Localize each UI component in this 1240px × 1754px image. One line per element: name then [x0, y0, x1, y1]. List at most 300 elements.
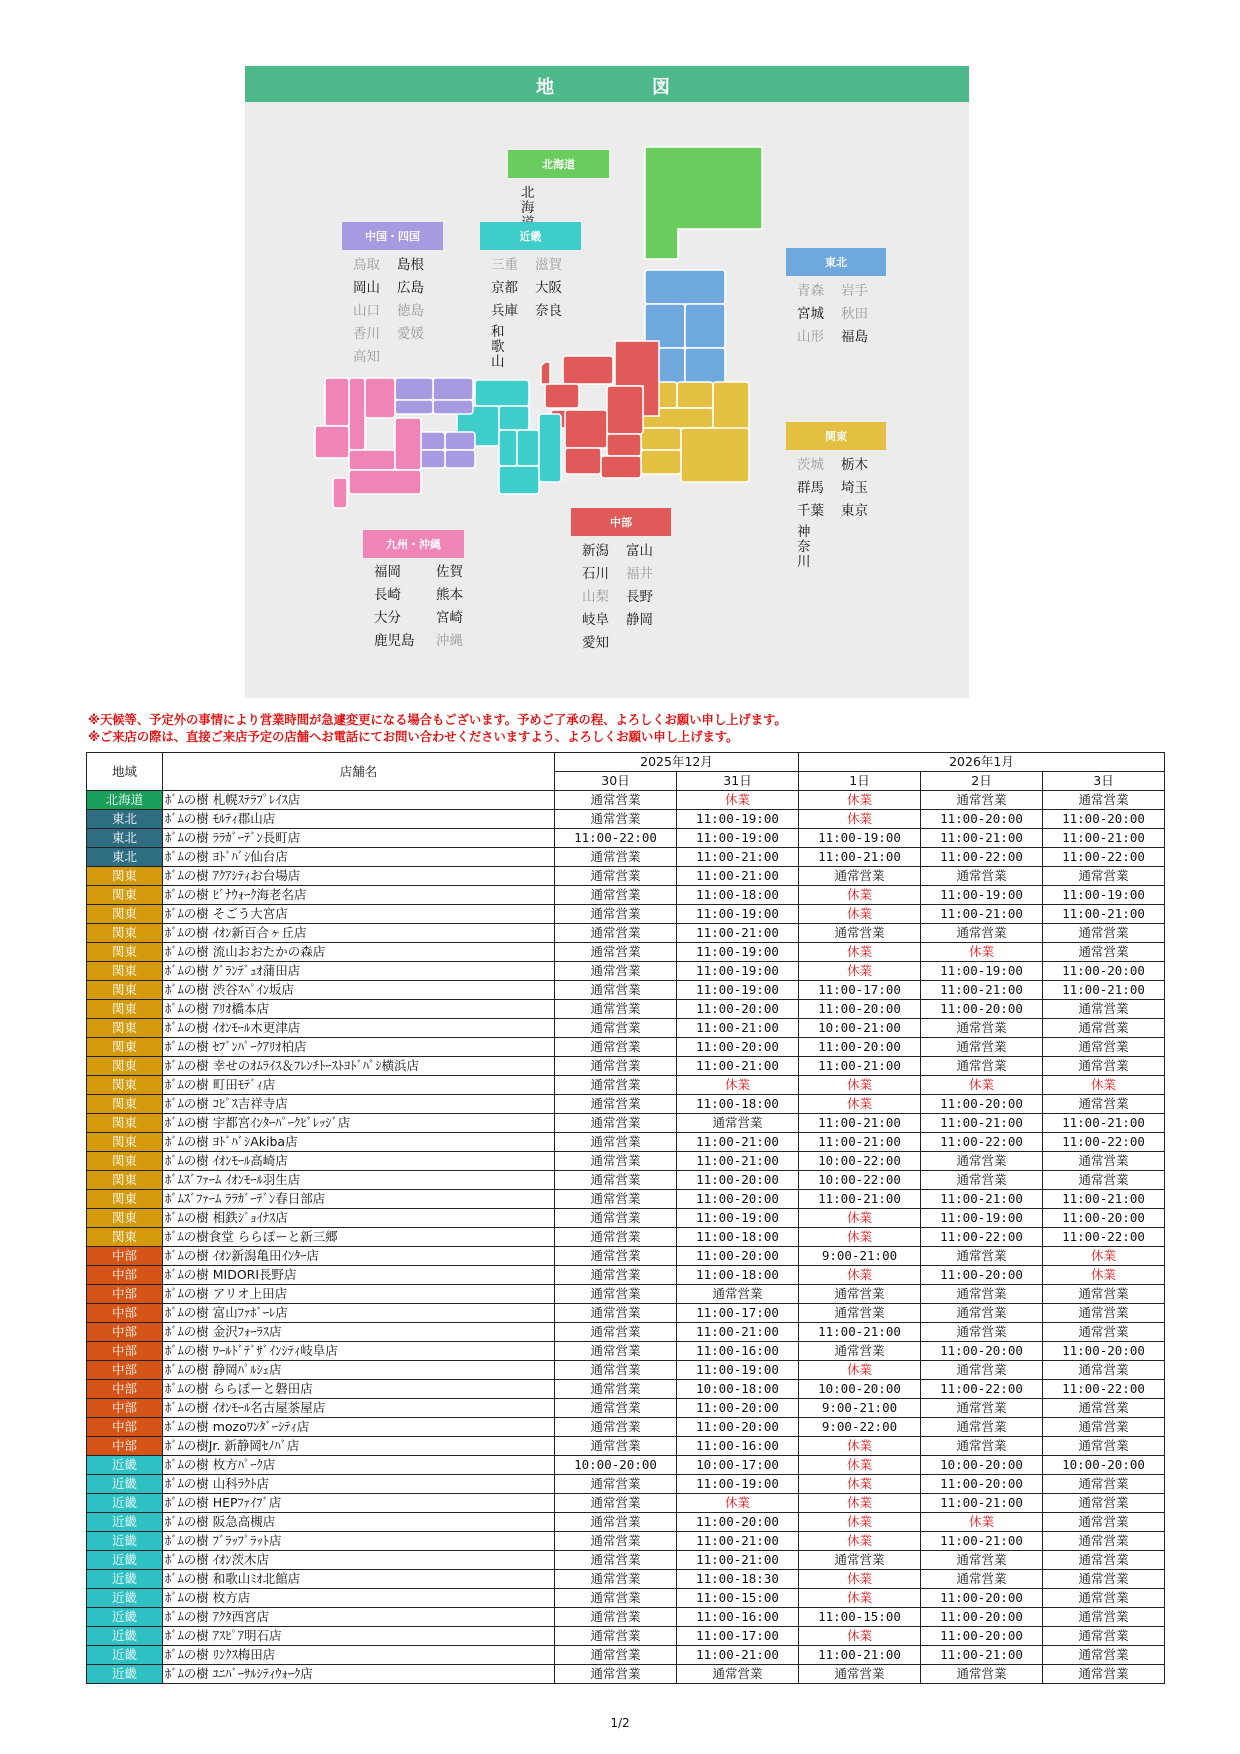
- hours-cell: 通常営業: [921, 1247, 1043, 1266]
- prefecture-label[interactable]: 福岡: [374, 564, 401, 580]
- hours-cell: 11:00-15:00: [799, 1608, 921, 1627]
- hours-cell: 休業: [921, 943, 1043, 962]
- pref-list-chugoku-shikoku: [353, 256, 441, 366]
- header-day: 31日: [677, 772, 799, 791]
- hours-cell: 11:00-22:00: [1043, 1380, 1165, 1399]
- region-button-tohoku[interactable]: 東北: [786, 248, 886, 276]
- prefecture-label[interactable]: 岐阜: [582, 612, 609, 628]
- hours-cell: 11:00-21:00: [677, 848, 799, 867]
- store-name-cell: ﾎﾞﾑの樹 ｱｸｱｼﾃｨお台場店: [163, 867, 555, 886]
- table-row: [87, 1627, 1165, 1646]
- region-cell: 中部: [87, 1399, 163, 1418]
- hours-cell: 通常営業: [1043, 1057, 1165, 1076]
- map-title-char-1: 地: [536, 77, 555, 98]
- hours-cell: 10:00-21:00: [799, 1019, 921, 1038]
- store-name-cell: ﾎﾞﾑの樹 静岡ﾊﾟﾙｼｪ店: [163, 1361, 555, 1380]
- hours-cell: 11:00-21:00: [921, 1114, 1043, 1133]
- prefecture-label[interactable]: 兵庫: [491, 303, 518, 319]
- aichi-shape[interactable]: [565, 448, 601, 474]
- hours-cell: 11:00-21:00: [799, 1646, 921, 1665]
- header-day: 1日: [799, 772, 921, 791]
- store-name-cell: ﾎﾞﾑの樹 ららぽーと磐田店: [163, 1380, 555, 1399]
- map-panel: [245, 66, 969, 698]
- table-row: [87, 829, 1165, 848]
- store-name-cell: ﾎﾞﾑの樹 流山おおたかの森店: [163, 943, 555, 962]
- table-row: [87, 1076, 1165, 1095]
- header-day: 30日: [555, 772, 677, 791]
- kagoshima-shape[interactable]: [349, 470, 421, 494]
- hours-cell: 11:00-20:00: [921, 1589, 1043, 1608]
- region-cell: 関東: [87, 905, 163, 924]
- hours-cell: 11:00-17:00: [677, 1627, 799, 1646]
- hours-cell: 11:00-21:00: [677, 1019, 799, 1038]
- region-cell: 近畿: [87, 1551, 163, 1570]
- store-name-cell: ﾎﾞﾑの樹 ｸﾞﾗﾝﾃﾞｭｵ蒲田店: [163, 962, 555, 981]
- table-row: [87, 1095, 1165, 1114]
- prefecture-label[interactable]: 群馬: [797, 480, 824, 496]
- prefecture-label: 滋賀: [535, 257, 562, 273]
- region-cell: 近畿: [87, 1456, 163, 1475]
- kyoto-shape[interactable]: [475, 380, 529, 406]
- hours-cell: 通常営業: [555, 981, 677, 1000]
- nagasaki-shape[interactable]: [315, 426, 349, 458]
- prefecture-label[interactable]: 和歌山: [491, 324, 505, 370]
- prefecture-label[interactable]: 奈良: [535, 303, 562, 319]
- oita-shape[interactable]: [365, 378, 395, 418]
- prefecture-label[interactable]: 栃木: [841, 457, 868, 473]
- hours-cell: 通常営業: [555, 1342, 677, 1361]
- shizuoka-shape[interactable]: [601, 456, 641, 478]
- store-name-cell: ﾎﾞﾑの樹 ﾓﾙﾃｨ郡山店: [163, 810, 555, 829]
- region-cell: 関東: [87, 962, 163, 981]
- hours-cell: 11:00-21:00: [1043, 905, 1165, 924]
- table-row: [87, 1418, 1165, 1437]
- hours-cell: 10:00-20:00: [799, 1380, 921, 1399]
- hours-cell: 休業: [799, 1266, 921, 1285]
- hours-cell: 通常営業: [1043, 1171, 1165, 1190]
- store-name-cell: ﾎﾞﾑの樹 枚方店: [163, 1589, 555, 1608]
- hours-cell: 11:00-19:00: [921, 886, 1043, 905]
- region-cell: 関東: [87, 1076, 163, 1095]
- region-cell: 関東: [87, 1133, 163, 1152]
- hours-cell: 10:00-22:00: [799, 1152, 921, 1171]
- gifu-shape[interactable]: [565, 410, 607, 448]
- store-name-cell: ﾎﾞﾑｽﾞﾌｧｰﾑ ｲｵﾝﾓｰﾙ羽生店: [163, 1171, 555, 1190]
- prefecture-label[interactable]: 島根: [397, 257, 424, 273]
- store-name-cell: ﾎﾞﾑの樹 札幌ｽﾃﾗﾌﾟﾚｲｽ店: [163, 791, 555, 810]
- region-cell: 関東: [87, 886, 163, 905]
- hours-cell: 11:00-21:00: [799, 1190, 921, 1209]
- hours-cell: 通常営業: [555, 1114, 677, 1133]
- prefecture-label[interactable]: 福島: [841, 329, 868, 345]
- prefecture-label[interactable]: 長崎: [374, 587, 401, 603]
- kumamoto-shape[interactable]: [349, 450, 395, 470]
- ishikawa-shape[interactable]: [545, 384, 579, 408]
- hours-cell: 休業: [1043, 1247, 1165, 1266]
- shimane-shape[interactable]: [395, 378, 433, 400]
- hours-cell: 通常営業: [921, 1418, 1043, 1437]
- hours-cell: 11:00-19:00: [677, 1361, 799, 1380]
- hours-cell: 11:00-20:00: [677, 1513, 799, 1532]
- hours-cell: 通常営業: [921, 1570, 1043, 1589]
- hours-cell: 11:00-22:00: [555, 829, 677, 848]
- hours-cell: 通常営業: [1043, 1532, 1165, 1551]
- prefecture-label[interactable]: 佐賀: [436, 564, 463, 580]
- table-row: [87, 1171, 1165, 1190]
- table-row: [87, 1057, 1165, 1076]
- prefecture-label: 高知: [353, 349, 380, 365]
- prefecture-label[interactable]: 神奈川: [797, 524, 811, 570]
- store-name-cell: ﾎﾞﾑの樹 ｺﾋﾟｽ吉祥寺店: [163, 1095, 555, 1114]
- hours-cell: 通常営業: [555, 1513, 677, 1532]
- prefecture-label[interactable]: 鹿児島: [374, 633, 415, 649]
- store-name-cell: ﾎﾞﾑの樹 ｱｽﾋﾟｱ明石店: [163, 1627, 555, 1646]
- store-name-cell: ﾎﾞﾑの樹 阪急高槻店: [163, 1513, 555, 1532]
- prefecture-label[interactable]: 東京: [841, 503, 868, 519]
- hours-cell: 9:00-21:00: [799, 1247, 921, 1266]
- prefecture-label[interactable]: 宮崎: [436, 610, 463, 626]
- prefecture-label[interactable]: 熊本: [436, 587, 463, 603]
- prefecture-label: 山形: [797, 329, 824, 345]
- pref-list-tohoku: [797, 282, 885, 346]
- store-name-cell: ﾎﾞﾑの樹 ｱﾘｵ橋本店: [163, 1000, 555, 1019]
- region-cell: 関東: [87, 1114, 163, 1133]
- hours-cell: 11:00-21:00: [799, 1057, 921, 1076]
- hours-cell: 通常営業: [921, 1304, 1043, 1323]
- hours-cell: 通常営業: [1043, 1152, 1165, 1171]
- prefecture-label: 香川: [353, 326, 380, 342]
- miyazaki-shape[interactable]: [395, 418, 421, 470]
- okinawa-shape[interactable]: [333, 478, 347, 508]
- hours-cell: 休業: [799, 1570, 921, 1589]
- iwate-shape[interactable]: [685, 304, 725, 348]
- hours-cell: 10:00-22:00: [799, 1171, 921, 1190]
- region-button-chugoku-shikoku[interactable]: 中国・四国: [342, 222, 443, 250]
- hours-cell: 休業: [799, 1475, 921, 1494]
- hours-cell: 11:00-20:00: [921, 1475, 1043, 1494]
- mie-shape[interactable]: [539, 414, 561, 482]
- hours-cell: 11:00-16:00: [677, 1437, 799, 1456]
- store-name-cell: ﾎﾞﾑの樹食堂 ららぽーと新三郷: [163, 1228, 555, 1247]
- region-cell: 東北: [87, 848, 163, 867]
- region-cell: 中部: [87, 1323, 163, 1342]
- table-row: [87, 1570, 1165, 1589]
- prefecture-label: 秋田: [841, 306, 868, 322]
- hours-cell: 11:00-19:00: [677, 810, 799, 829]
- kanagawa-shape[interactable]: [641, 450, 681, 474]
- tottori-shape[interactable]: [433, 378, 473, 400]
- hours-cell: 通常営業: [555, 1038, 677, 1057]
- shiga-shape[interactable]: [499, 406, 529, 430]
- hours-cell: 通常営業: [1043, 1665, 1165, 1684]
- table-row: [87, 848, 1165, 867]
- hours-cell: 通常営業: [921, 1665, 1043, 1684]
- hours-cell: 9:00-22:00: [799, 1418, 921, 1437]
- store-name-cell: ﾎﾞﾑの樹 ﾖﾄﾞﾊﾞｼAkiba店: [163, 1133, 555, 1152]
- table-row: [87, 1209, 1165, 1228]
- region-cell: 関東: [87, 1171, 163, 1190]
- hours-cell: 休業: [799, 905, 921, 924]
- hours-cell: 通常営業: [677, 1665, 799, 1684]
- region-cell: 近畿: [87, 1646, 163, 1665]
- prefecture-label: 福井: [626, 566, 653, 582]
- table-row: [87, 1323, 1165, 1342]
- store-name-cell: ﾎﾞﾑの樹 mozoﾜﾝﾀﾞｰｼﾃｨ店: [163, 1418, 555, 1437]
- store-name-cell: ﾎﾞﾑの樹 枚方ﾊﾟｰｸ店: [163, 1456, 555, 1475]
- hours-cell: 休業: [799, 1513, 921, 1532]
- store-name-cell: ﾎﾞﾑの樹 金沢ﾌｫｰﾗｽ店: [163, 1323, 555, 1342]
- region-cell: 関東: [87, 981, 163, 1000]
- hours-cell: 11:00-21:00: [799, 1323, 921, 1342]
- table-row: [87, 1513, 1165, 1532]
- hokkaido-shape[interactable]: [645, 147, 762, 259]
- prefecture-label[interactable]: 宮城: [797, 306, 824, 322]
- prefecture-label[interactable]: 広島: [397, 280, 424, 296]
- prefecture-label[interactable]: 埼玉: [841, 480, 868, 496]
- hours-cell: 11:00-20:00: [921, 1342, 1043, 1361]
- prefecture-label[interactable]: 富山: [626, 543, 653, 559]
- hours-cell: 11:00-22:00: [1043, 1133, 1165, 1152]
- region-cell: 関東: [87, 943, 163, 962]
- table-row: [87, 905, 1165, 924]
- prefecture-label[interactable]: 北海: [521, 185, 535, 216]
- hours-cell: 通常営業: [799, 1304, 921, 1323]
- region-button-kanto[interactable]: 関東: [786, 422, 886, 450]
- hours-cell: 11:00-20:00: [921, 810, 1043, 829]
- hours-cell: 通常営業: [555, 1000, 677, 1019]
- hours-cell: 休業: [799, 810, 921, 829]
- hours-cell: 通常営業: [921, 1323, 1043, 1342]
- region-cell: 中部: [87, 1304, 163, 1323]
- store-name-cell: ﾎﾞﾑの樹 ｲｵﾝﾓｰﾙ木更津店: [163, 1019, 555, 1038]
- hours-cell: 11:00-22:00: [1043, 848, 1165, 867]
- region-cell: 関東: [87, 1190, 163, 1209]
- hours-cell: 通常営業: [921, 1399, 1043, 1418]
- osaka-shape[interactable]: [499, 430, 517, 466]
- hours-cell: 休業: [921, 1076, 1043, 1095]
- store-name-cell: ﾎﾞﾑの樹 相鉄ｼﾞｮｲﾅｽ店: [163, 1209, 555, 1228]
- nagano-shape[interactable]: [607, 386, 643, 434]
- hours-cell: 通常営業: [1043, 1285, 1165, 1304]
- hours-cell: 11:00-20:00: [677, 1247, 799, 1266]
- table-row: [87, 924, 1165, 943]
- region-button-kyushu-okinawa[interactable]: 九州・沖縄: [363, 530, 464, 558]
- region-cell: 近畿: [87, 1570, 163, 1589]
- hiroshima-shape[interactable]: [395, 400, 433, 414]
- hours-cell: 通常営業: [921, 791, 1043, 810]
- hours-cell: 11:00-19:00: [677, 981, 799, 1000]
- hours-cell: 通常営業: [555, 1285, 677, 1304]
- hours-cell: 通常営業: [1043, 1494, 1165, 1513]
- saga-shape[interactable]: [325, 378, 349, 426]
- hours-cell: 11:00-21:00: [677, 1133, 799, 1152]
- yamanashi-shape[interactable]: [607, 434, 641, 456]
- hours-cell: 通常営業: [1043, 1038, 1165, 1057]
- hours-cell: 通常営業: [555, 1361, 677, 1380]
- hours-cell: 通常営業: [1043, 1361, 1165, 1380]
- region-cell: 近畿: [87, 1494, 163, 1513]
- region-button-hokkaido[interactable]: 北海道: [508, 150, 609, 178]
- hours-cell: 11:00-22:00: [921, 1380, 1043, 1399]
- hours-cell: 通常営業: [555, 1019, 677, 1038]
- store-name-cell: ﾎﾞﾑの樹 HEPﾌｧｲﾌﾞ店: [163, 1494, 555, 1513]
- store-name-cell: ﾎﾞﾑの樹 ｾﾌﾞﾝﾊﾟｰｸｱﾘｵ柏店: [163, 1038, 555, 1057]
- table-row: [87, 981, 1165, 1000]
- hours-cell: 通常営業: [1043, 791, 1165, 810]
- table-row: [87, 1228, 1165, 1247]
- table-row: [87, 810, 1165, 829]
- hours-cell: 11:00-21:00: [799, 1133, 921, 1152]
- hours-cell: 11:00-18:00: [677, 886, 799, 905]
- hours-cell: 11:00-18:00: [677, 1095, 799, 1114]
- hours-cell: 休業: [799, 886, 921, 905]
- aomori-shape[interactable]: [645, 270, 725, 304]
- region-cell: 北海道: [87, 791, 163, 810]
- hours-cell: 休業: [799, 943, 921, 962]
- hours-cell: 通常営業: [921, 1551, 1043, 1570]
- table-row: [87, 791, 1165, 810]
- table-row: [87, 1247, 1165, 1266]
- hours-cell: 通常営業: [555, 1266, 677, 1285]
- hours-cell: 休業: [799, 962, 921, 981]
- prefecture-label[interactable]: 京都: [491, 280, 518, 296]
- tokyo-shape[interactable]: [641, 428, 681, 450]
- hours-cell: 休業: [799, 1494, 921, 1513]
- store-name-cell: ﾎﾞﾑの樹 MIDORI長野店: [163, 1266, 555, 1285]
- fukuoka-shape[interactable]: [349, 378, 365, 450]
- region-button-chubu[interactable]: 中部: [571, 508, 671, 536]
- hours-cell: 通常営業: [799, 1551, 921, 1570]
- hours-cell: 11:00-21:00: [677, 1057, 799, 1076]
- hours-cell: 通常営業: [555, 1532, 677, 1551]
- prefecture-label[interactable]: 静岡: [626, 612, 653, 628]
- notice-line-2: ※ご来店の際は、直接ご来店予定の店舗へお電話にてお問い合わせくださいますよう、よろしくお願い申し上げます。: [88, 730, 739, 744]
- hours-cell: 11:00-20:00: [799, 1038, 921, 1057]
- hours-cell: 通常営業: [555, 943, 677, 962]
- table-row: [87, 1152, 1165, 1171]
- store-name-cell: ﾎﾞﾑの樹 ﾗﾗｶﾞｰﾃﾞﾝ長町店: [163, 829, 555, 848]
- table-row: [87, 1019, 1165, 1038]
- prefecture-label[interactable]: 長野: [626, 589, 653, 605]
- hours-cell: 休業: [799, 791, 921, 810]
- hours-cell: 休業: [1043, 1076, 1165, 1095]
- region-cell: 関東: [87, 1209, 163, 1228]
- hours-cell: 通常営業: [1043, 1513, 1165, 1532]
- hours-cell: 11:00-20:00: [921, 1627, 1043, 1646]
- hours-cell: 通常営業: [555, 1171, 677, 1190]
- store-name-cell: ﾎﾞﾑの樹 町田ﾓﾃﾞｨ店: [163, 1076, 555, 1095]
- hours-cell: 通常営業: [555, 791, 677, 810]
- prefecture-label: 愛媛: [397, 326, 424, 342]
- prefecture-label[interactable]: 石川: [582, 566, 609, 582]
- hours-cell: 通常営業: [1043, 1475, 1165, 1494]
- region-cell: 関東: [87, 1228, 163, 1247]
- hours-cell: 11:00-22:00: [921, 1228, 1043, 1247]
- region-button-kinki[interactable]: 近畿: [480, 222, 581, 250]
- store-name-cell: ﾎﾞﾑｽﾞﾌｧｰﾑ ﾗﾗｶﾞｰﾃﾞﾝ春日部店: [163, 1190, 555, 1209]
- store-name-cell: ﾎﾞﾑの樹 ｲｵﾝﾓｰﾙ高崎店: [163, 1152, 555, 1171]
- nara-shape[interactable]: [517, 430, 539, 466]
- prefecture-label[interactable]: 新潟: [582, 543, 609, 559]
- hours-cell: 通常営業: [555, 1589, 677, 1608]
- kagawa-shape[interactable]: [445, 432, 475, 450]
- hours-cell: 11:00-21:00: [677, 1532, 799, 1551]
- hours-cell: 通常営業: [555, 848, 677, 867]
- prefecture-label[interactable]: 大阪: [535, 280, 562, 296]
- tochigi-shape[interactable]: [677, 382, 713, 408]
- hours-cell: 通常営業: [1043, 867, 1165, 886]
- hours-cell: 通常営業: [1043, 1418, 1165, 1437]
- hours-cell: 11:00-21:00: [677, 867, 799, 886]
- hours-cell: 通常営業: [555, 1323, 677, 1342]
- hours-cell: 休業: [799, 1627, 921, 1646]
- prefecture-label[interactable]: 千葉: [797, 503, 824, 519]
- hours-cell: 通常営業: [1043, 1627, 1165, 1646]
- hours-cell: 通常営業: [555, 1304, 677, 1323]
- region-cell: 近畿: [87, 1589, 163, 1608]
- prefecture-label: 山口: [353, 303, 380, 319]
- tokushima-shape[interactable]: [445, 450, 475, 468]
- hours-cell: 11:00-21:00: [921, 1646, 1043, 1665]
- notice-line-1: ※天候等、予定外の事情により営業時間が急遽変更になる場合もございます。予めご了承の程、よろしくお願い申し上げます。: [88, 713, 787, 727]
- hours-cell: 11:00-21:00: [677, 924, 799, 943]
- region-cell: 中部: [87, 1247, 163, 1266]
- hours-cell: 通常営業: [555, 1437, 677, 1456]
- region-cell: 中部: [87, 1361, 163, 1380]
- hours-cell: 通常営業: [555, 1399, 677, 1418]
- hours-cell: 通常営業: [921, 1152, 1043, 1171]
- table-row: [87, 1551, 1165, 1570]
- hours-cell: 10:00-20:00: [1043, 1456, 1165, 1475]
- hours-cell: 11:00-19:00: [677, 829, 799, 848]
- okayama-shape[interactable]: [433, 400, 473, 414]
- chiba-shape[interactable]: [681, 428, 749, 482]
- hours-cell: 11:00-20:00: [921, 1000, 1043, 1019]
- hours-cell: 11:00-18:30: [677, 1570, 799, 1589]
- region-cell: 近畿: [87, 1665, 163, 1684]
- table-row: [87, 962, 1165, 981]
- hours-cell: 通常営業: [555, 810, 677, 829]
- hours-cell: 10:00-17:00: [677, 1456, 799, 1475]
- store-name-cell: ﾎﾞﾑの樹 渋谷ｽﾍﾟｲﾝ坂店: [163, 981, 555, 1000]
- prefecture-label[interactable]: 岡山: [353, 280, 380, 296]
- hours-cell: 11:00-21:00: [921, 905, 1043, 924]
- hours-cell: 休業: [677, 1494, 799, 1513]
- table-row: [87, 1133, 1165, 1152]
- hours-cell: 11:00-21:00: [677, 1323, 799, 1342]
- region-cell: 関東: [87, 1000, 163, 1019]
- hours-cell: 11:00-20:00: [1043, 1209, 1165, 1228]
- prefecture-label: 岩手: [841, 283, 868, 299]
- hours-cell: 11:00-20:00: [1043, 1342, 1165, 1361]
- hours-cell: 11:00-18:00: [677, 1228, 799, 1247]
- store-name-cell: ﾎﾞﾑの樹 ｲｵﾝ新百合ヶ丘店: [163, 924, 555, 943]
- pref-list-kyushu-okinawa: [374, 563, 480, 650]
- table-row: [87, 1342, 1165, 1361]
- hours-cell: 通常営業: [799, 1342, 921, 1361]
- hours-cell: 10:00-20:00: [555, 1456, 677, 1475]
- hours-cell: 11:00-20:00: [1043, 810, 1165, 829]
- prefecture-label[interactable]: 愛知: [582, 635, 609, 651]
- wakayama-shape[interactable]: [499, 466, 539, 494]
- table-row: [87, 1190, 1165, 1209]
- region-cell: 関東: [87, 1095, 163, 1114]
- hours-cell: 通常営業: [921, 1171, 1043, 1190]
- prefecture-label[interactable]: 大分: [374, 610, 401, 626]
- hours-cell: 11:00-15:00: [677, 1589, 799, 1608]
- region-cell: 中部: [87, 1418, 163, 1437]
- hours-cell: 通常営業: [1043, 1608, 1165, 1627]
